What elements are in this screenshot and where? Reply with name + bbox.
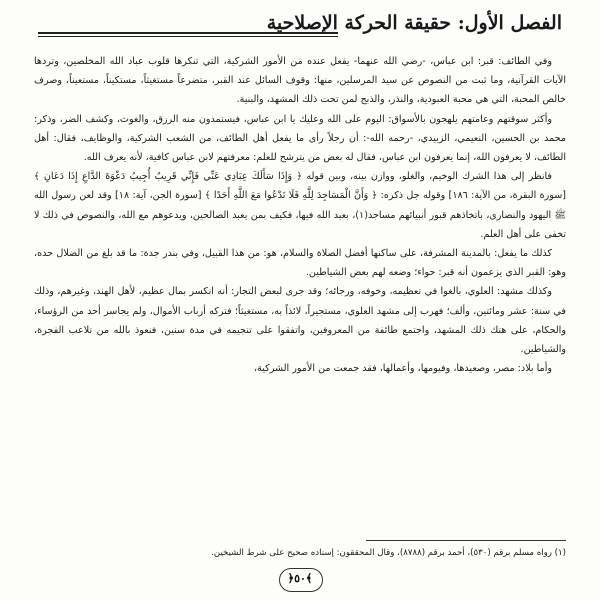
chapter-title: الفصل الأول: حقيقة الحركة الإصلاحية <box>266 12 562 34</box>
page-number: ﴿٥٠﴾ <box>287 572 313 585</box>
paragraph-madina-jeddah: كذلك ما يفعل: بالمدينة المشرفة، على ساكنها أفضل الصلاة والسلام، هو: من هذا القبيل، وفي بندر جدة: ما قد بلغ من الضلال حده، وهو: القبر الذي يزعمون أنه قبر: حواء؛ وضعه لهم بعض الشياطين. <box>34 248 566 279</box>
main-text <box>34 52 566 378</box>
footnote: (١) رواه مسلم برقم (٥٣٠)، أحمد برقم (٨٧٨٨)، وقال المحققون: إسناده صحيح على شرط الشيخين. <box>211 548 566 558</box>
header-rule <box>38 32 338 34</box>
paragraph-verses: فانظر إلى هذا الشرك الوخيم، والغلو، ووازن بينه، وبين قوله ﴿ وَإِذَا سَأَلَكَ عِبَادِي عَنِّي فَإِنِّي قَرِيبٌ أُجِيبُ دَعْوَةَ الدَّاعِ إِذَا دَعَانِ ﴾ [سورة البقرة، من الآية: ١٨٦] وقوله جل ذكره: ﴿ وَأَنَّ الْمَسَاجِدَ لِلَّهِ فَلَا تَدْعُوا مَعَ اللَّهِ أَحَدًا ﴾ [سورة الجن، آية: ١٨] وقد لعن رسول الله ﷺ اليهود والنصارى، باتخاذهم قبور أنبيائهم مساجد(١)، بعبد الله فيها، فكيف بمن يعبد الصالحين، ويدعوهم مع الله، والنصوص في ذلك لا تخفى على أهل العلم. <box>34 171 567 240</box>
paragraph-taif: وفي الطائف: قبر: ابن عباس، -رضي الله عنهما- يفعل عنده من الأمور الشركية، التي تنكرها قلوب عباد الله المخلصين، وتردها الآيات القرآنية، وما ثبت من النصوص عن سيد المرسلين، منها: وقوف السائل عند القبر، متضرعاً مستغيثاً، مستكيناً، مستعيناً، وصرف خالص المحبة، التي هي محبة العبودية، والنذر، والذبح لمن تحت ذلك المشهد، والبنية. <box>34 56 566 106</box>
page-header <box>38 12 562 44</box>
paragraph-markets: وأكثر سوقتهم وعامتهم يلهجون بالأسواق: اليوم على الله وعليك يا ابن عباس، فيستمدون منه الرزق، والغوث، وكشف الضر، وذكر: محمد بن الحسين، النعيمي، الزبيدي، -رحمه الله-: أن رجلاً رأى ما يفعل أهل الطائف، من الشعب الشركية، والوظايف، فقال: أهل الطائف، لا يعرفون الله، إنما يعرفون ابن عباس، فقال له بعض من يترشح للعلم: معرفتهم لابن عباس كافية، لأنه يعرف الله. <box>34 113 566 164</box>
header-rule-thin <box>38 36 338 37</box>
paragraph-alawi-shrine: وكذلك مشهد: العلوي، بالغوا في تعظيمه، وخوفه، ورجائه؛ وقد جرى لبعض التجار: أنه انكسر بمال عظيم، لأهل الهند، وغيرهم، وذلك في سنة: عشر ومائتين، وألف؛ فهرب إلى مشهد العلوي، مستجيراً، لائذاً به، مستغيثاً؛ فتركه أرباب الأموال، ولم يجاسر أحد من الرؤساء، والحكام، على هتك ذلك المشهد، واجتمع طائفة من المعروفين، واتفقوا على تنجيمه في مدة سنين، فنعوذ بالله من تلاعب الفجرة، والشياطين. <box>34 286 566 356</box>
paragraph-egypt: وأما بلاد: مصر، وصعيدها، وفيومها، وأعمالها، فقد جمعت من الأمور الشركية، <box>254 363 552 375</box>
footnote-rule <box>366 540 566 541</box>
